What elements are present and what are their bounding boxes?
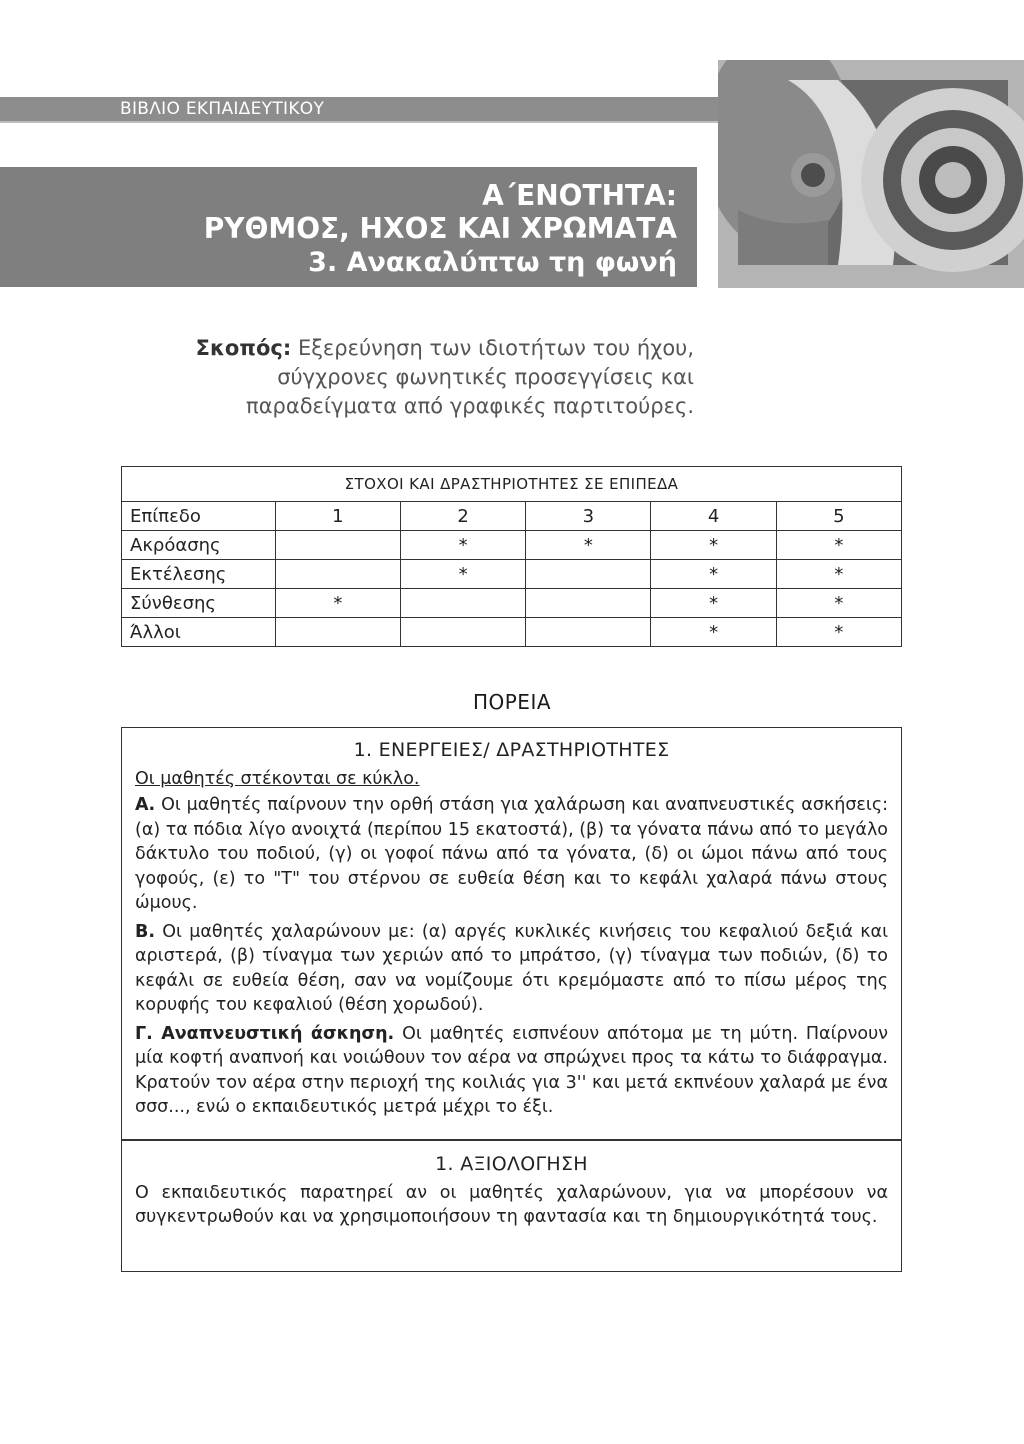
row-label: Εκτέλεσης (122, 560, 276, 589)
goal-line-3: παραδείγματα από γραφικές παρτιτούρες. (246, 394, 694, 418)
table-row (122, 560, 902, 589)
table-cell: * (400, 560, 525, 589)
table-cell: * (275, 589, 400, 618)
section-heading-poreia: ΠΟΡΕΙΑ (472, 690, 552, 714)
table-cell: * (776, 531, 901, 560)
decorative-art-image (718, 60, 1024, 288)
table-cell (275, 531, 400, 560)
table-header-row (122, 502, 902, 531)
levels-table-caption: ΣΤΟΧΟΙ ΚΑΙ ΔΡΑΣΤΗΡΙΟΤΗΤΕΣ ΣΕ ΕΠΙΠΕΔΑ (122, 467, 902, 502)
levels-table (121, 466, 902, 647)
activity-c (135, 1022, 888, 1120)
table-cell: * (526, 531, 651, 560)
table-header-cell: Επίπεδο (122, 502, 276, 531)
table-header-cell: 4 (651, 502, 776, 531)
table-header-cell: 2 (400, 502, 525, 531)
table-cell: * (651, 589, 776, 618)
lesson-title: 3. Ανακαλύπτω τη φωνή (308, 247, 677, 278)
activities-box (121, 727, 902, 1141)
unit-title-box (0, 167, 697, 287)
book-header-label: ΒΙΒΛΙΟ ΕΚΠΑΙΔΕΥΤΙΚΟΥ (120, 99, 325, 119)
row-label: Σύνθεσης (122, 589, 276, 618)
table-row (122, 618, 902, 647)
table-cell: * (776, 618, 901, 647)
evaluation-box (121, 1139, 902, 1272)
table-cell: * (776, 560, 901, 589)
evaluation-text: Ο εκπαιδευτικός παρατηρεί αν οι μαθητές χαλαρώνουν, για να μπορέσουν να συγκεντρωθούν και να χρησιμοποιήσουν τη φαντασία και τη δημιουργικότητά τους. (135, 1182, 888, 1227)
activities-intro: Οι μαθητές στέκονται σε κύκλο. (135, 768, 420, 789)
activities-heading: 1. ΕΝΕΡΓΕΙΕΣ/ ΔΡΑΣΤΗΡΙΟΤΗΤΕΣ (353, 739, 670, 761)
table-row (122, 531, 902, 560)
row-label: Ακρόασης (122, 531, 276, 560)
table-cell (526, 618, 651, 647)
table-header-cell: 5 (776, 502, 901, 531)
activity-b (135, 920, 888, 1018)
unit-title: Α΄ΕΝΟΤΗΤΑ: (482, 179, 677, 212)
book-header-strip (0, 97, 718, 123)
goal-label: Σκοπός: (195, 336, 292, 360)
table-cell: * (776, 589, 901, 618)
activity-c-label: Γ. Αναπνευστική άσκηση. (135, 1023, 395, 1044)
table-row (122, 589, 902, 618)
unit-subtitle: ΡΥΘΜΟΣ, ΗΧΟΣ ΚΑΙ ΧΡΩΜΑΤΑ (203, 212, 677, 245)
goal-line-2: σύγχρονες φωνητικές προσεγγίσεις και (277, 365, 694, 389)
goal-line-1: Εξερεύνηση των ιδιοτήτων του ήχου, (297, 336, 694, 360)
table-header-cell: 3 (526, 502, 651, 531)
table-cell (275, 560, 400, 589)
evaluation-heading: 1. ΑΞΙΟΛΟΓΗΣΗ (435, 1153, 588, 1175)
activity-a (135, 793, 888, 916)
table-cell (526, 560, 651, 589)
table-cell (526, 589, 651, 618)
lesson-goal (174, 334, 694, 421)
activity-b-label: Β. (135, 921, 155, 942)
activity-a-label: Α. (135, 795, 156, 815)
activity-c-text: Οι μαθητές εισπνέουν απότομα με τη μύτη. Παίρνουν μία κοφτή αναπνοή και νοιώθουν τον αέρα να σπρώχνει προς τα κάτω το διάφραγμα. Κρατούν τον αέρα στην περιοχή της κοιλιάς για 3'' και μετά εκπνέουν χαλαρά με ένα σσσ..., ενώ ο εκπαιδευτικός μετρά μέχρι το έξι. (135, 1023, 888, 1117)
table-cell: * (651, 560, 776, 589)
table-cell (400, 618, 525, 647)
table-cell: * (400, 531, 525, 560)
row-label: Άλλοι (122, 618, 276, 647)
table-cell (275, 618, 400, 647)
table-cell: * (651, 531, 776, 560)
activity-a-text: Οι μαθητές παίρνουν την ορθή στάση για χαλάρωση και αναπνευστικές ασκήσεις: (α) τα πόδια λίγο ανοιχτά (περίπου 15 εκατοστά), (β) τα γόνατα πάνω από το μεγάλο δάκτυλο του ποδιού, (γ) οι γοφοί πάνω από τα γόνατα, (δ) οι ώμοι πάνω από τους γοφούς, (ε) το "Τ" του στέρνου σε ευθεία θέση και το κεφάλι χαλαρά πάνω στους ώμους. (135, 795, 889, 913)
activity-b-text: Οι μαθητές χαλαρώνουν με: (α) αργές κυκλικές κινήσεις του κεφαλιού δεξιά και αριστερά, (β) τίναγμα των χεριών από το μπράτσο, (γ) τίναγμα των ποδιών, (δ) το κεφάλι σε ευθεία θέση, σαν να νομίζουμε ότι κρεμόμαστε από το πίσω μέρος της κορυφής του κεφαλιού (θέση χορωδού). (135, 921, 888, 1015)
table-header-cell: 1 (275, 502, 400, 531)
table-cell: * (651, 618, 776, 647)
table-cell (400, 589, 525, 618)
